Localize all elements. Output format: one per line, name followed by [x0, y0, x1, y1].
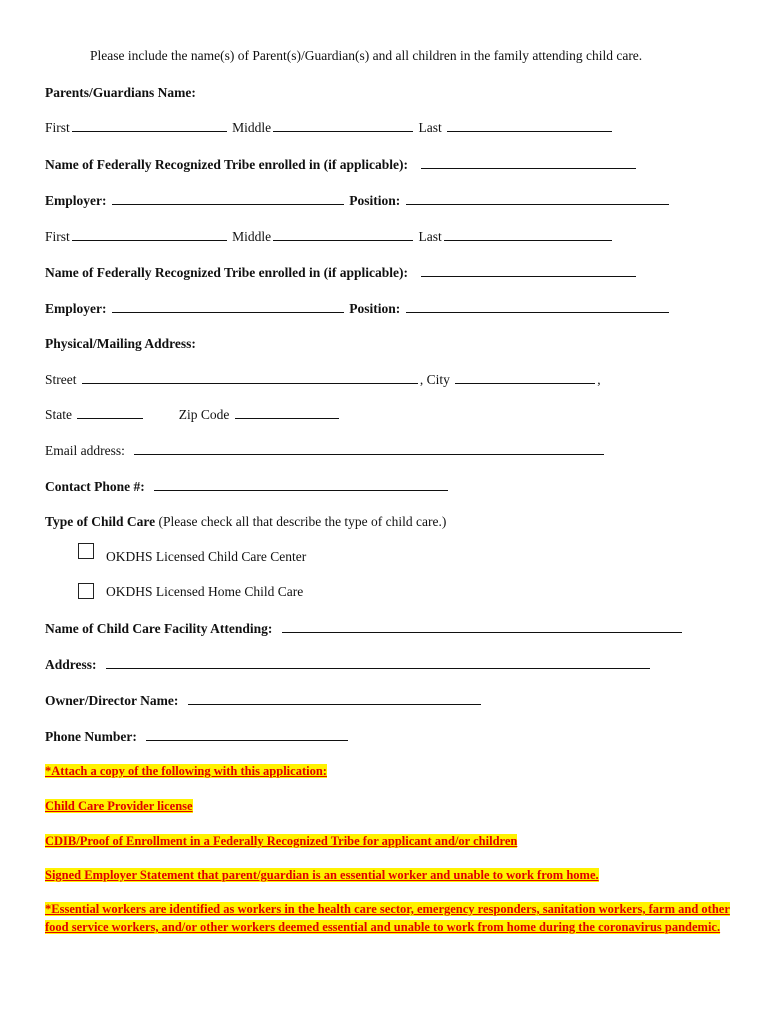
parent2-tribe-row — [45, 263, 638, 282]
state-row — [45, 405, 341, 424]
facility-address-label: Address: — [45, 657, 97, 672]
essential-note-block — [45, 900, 735, 936]
facility-phone-row — [45, 727, 350, 746]
option-home-label: OKDHS Licensed Home Child Care — [106, 584, 304, 599]
state-label: State — [45, 407, 72, 422]
owner-label: Owner/Director Name: — [45, 693, 179, 708]
first-label: First — [45, 120, 70, 135]
contact-phone-label: Contact Phone #: — [45, 479, 145, 494]
email-label: Email address: — [45, 443, 125, 458]
facility-address-row — [45, 655, 652, 674]
attach-heading: *Attach a copy of the following with this application: — [45, 764, 327, 778]
parent2-tribe-field[interactable] — [421, 263, 636, 277]
parent1-middle-field[interactable] — [273, 118, 413, 132]
employer-label: Employer: — [45, 193, 107, 208]
home-checkbox[interactable] — [78, 583, 94, 599]
first-label: First — [45, 229, 70, 244]
zip-field[interactable] — [235, 405, 339, 419]
parent1-tribe-row — [45, 155, 638, 174]
parent2-position-field[interactable] — [406, 299, 669, 313]
facility-name-field[interactable] — [282, 619, 682, 633]
parent1-tribe-field[interactable] — [421, 155, 636, 169]
facility-address-field[interactable] — [106, 655, 650, 669]
childcare-type-note: (Please check all that describe the type of child care.) — [158, 514, 447, 529]
parent2-middle-field[interactable] — [273, 227, 413, 241]
parent2-name-row — [45, 227, 614, 246]
facility-name-label: Name of Child Care Facility Attending: — [45, 621, 273, 636]
address-heading: Physical/Mailing Address: — [45, 336, 196, 351]
center-checkbox[interactable] — [78, 543, 94, 559]
parent2-first-field[interactable] — [72, 227, 227, 241]
street-field[interactable] — [82, 370, 418, 384]
intro-text: Please include the name(s) of Parent(s)/Guardian(s) and all children in the family attending child care. — [90, 48, 643, 63]
parent1-employer-row — [45, 191, 671, 210]
option-center-label: OKDHS Licensed Child Care Center — [106, 549, 307, 564]
attachment-row-3 — [45, 866, 599, 884]
owner-field[interactable] — [188, 691, 481, 705]
attachment-row-1 — [45, 797, 193, 815]
position-label: Position: — [349, 193, 401, 208]
parent1-position-field[interactable] — [406, 191, 669, 205]
attachment-item: CDIB/Proof of Enrollment in a Federally Recognized Tribe for applicant and/or children — [45, 834, 518, 848]
position-label: Position: — [349, 301, 401, 316]
parent1-name-row — [45, 118, 614, 137]
parent2-employer-field[interactable] — [112, 299, 344, 313]
last-label: Last — [418, 120, 442, 135]
facility-phone-label: Phone Number: — [45, 729, 137, 744]
attach-heading-row — [45, 762, 327, 780]
parent1-employer-field[interactable] — [112, 191, 344, 205]
city-label: , City — [419, 372, 450, 387]
attachment-row-2 — [45, 832, 517, 850]
zip-label: Zip Code — [178, 407, 230, 422]
email-row — [45, 441, 606, 460]
tribe-label: Name of Federally Recognized Tribe enrolled in (if applicable): — [45, 265, 408, 280]
middle-label: Middle — [232, 229, 272, 244]
parent1-last-field[interactable] — [447, 118, 612, 132]
tribe-label: Name of Federally Recognized Tribe enrolled in (if applicable): — [45, 157, 408, 172]
parents-heading: Parents/Guardians Name: — [45, 85, 196, 100]
parent2-last-field[interactable] — [444, 227, 612, 241]
city-comma: , — [597, 372, 601, 387]
contact-phone-row — [45, 477, 450, 496]
employer-label: Employer: — [45, 301, 107, 316]
last-label: Last — [418, 229, 442, 244]
facility-phone-field[interactable] — [146, 727, 348, 741]
contact-phone-field[interactable] — [154, 477, 448, 491]
city-field[interactable] — [455, 370, 595, 384]
facility-name-row — [45, 619, 684, 638]
attachment-item: Child Care Provider license — [45, 799, 193, 813]
owner-row — [45, 691, 483, 710]
state-field[interactable] — [77, 405, 143, 419]
parent2-employer-row — [45, 299, 671, 318]
parent1-first-field[interactable] — [72, 118, 227, 132]
attachment-item: Signed Employer Statement that parent/guardian is an essential worker and unable to work from home. — [45, 868, 599, 882]
email-field[interactable] — [134, 441, 604, 455]
street-row — [45, 370, 601, 389]
essential-note: *Essential workers are identified as workers in the health care sector, emergency responders, sanitation workers, farm and other food service workers, and/or other workers deemed essential and unable to work from home during the coronavirus pandemic. — [45, 902, 730, 934]
middle-label: Middle — [232, 120, 272, 135]
street-label: Street — [45, 372, 77, 387]
childcare-type-heading: Type of Child Care — [45, 514, 156, 529]
childcare-type-row — [45, 513, 446, 531]
